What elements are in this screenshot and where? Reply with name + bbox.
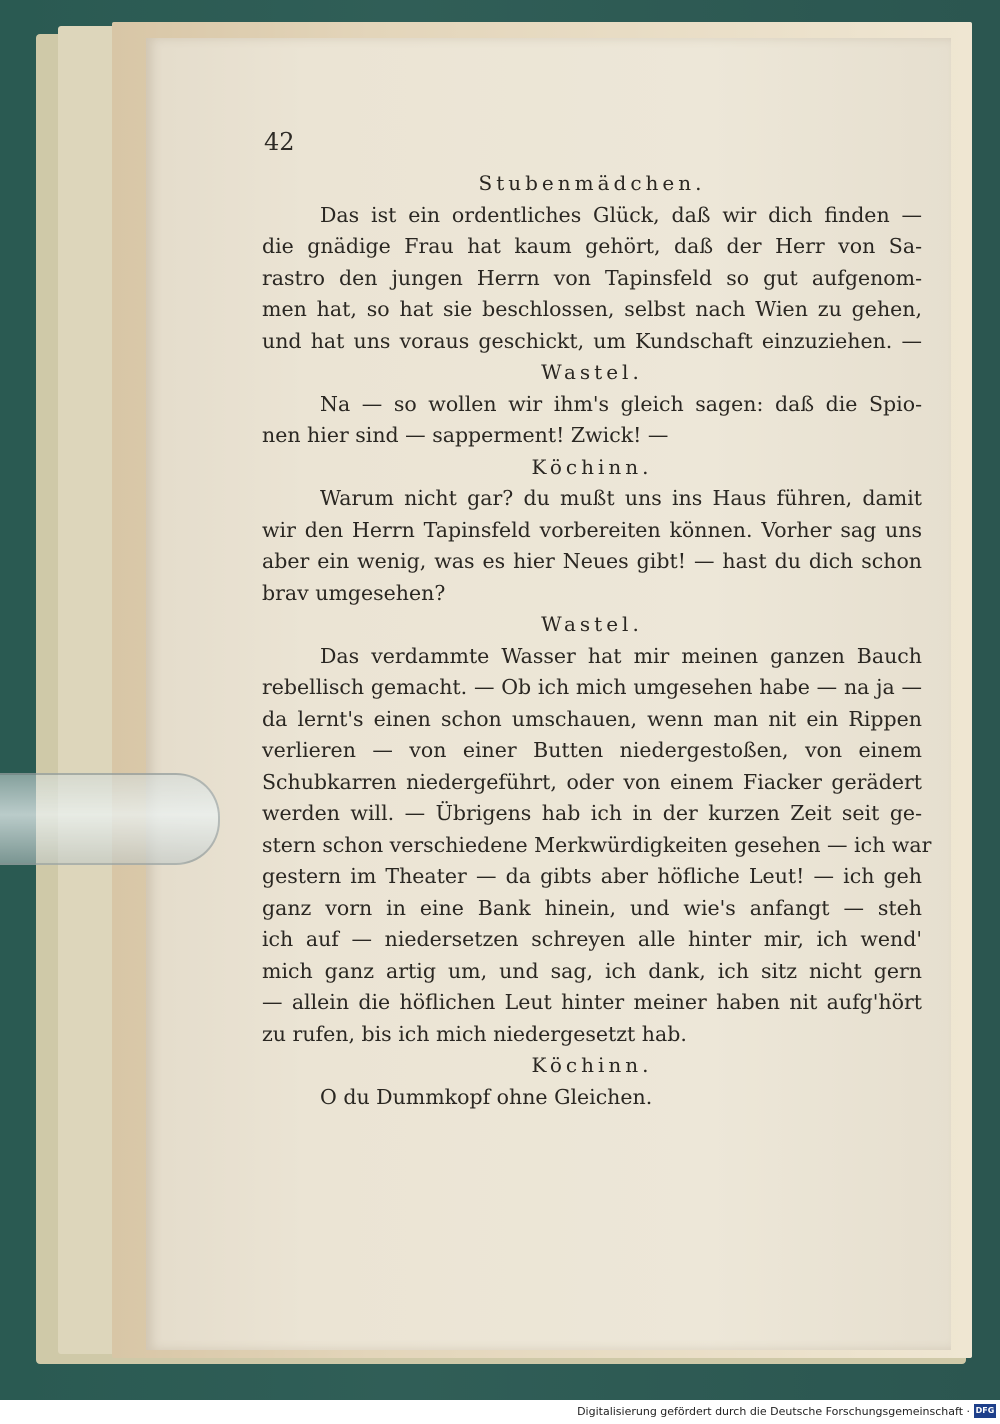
speaker-heading: Köchinn. — [531, 1053, 653, 1077]
text-line: ich auf — niedersetzen schreyen alle hinter mir, ich wend' — [262, 927, 922, 951]
text-line: Na — so wollen wir ihm's gleich sagen: daß die Spio- — [320, 391, 922, 416]
footer-bar — [0, 1400, 1000, 1424]
text-line: stern schon verschiedene Merkwürdigkeiten gesehen — ich war — [262, 832, 932, 857]
funding-notice: Digitalisierung gefördert durch die Deutsche Forschungsgemeinschaft · — [577, 1405, 970, 1418]
paragraph — [262, 483, 922, 609]
text-line: die gnädige Frau hat kaum gehört, daß der Herr von Sa- — [262, 234, 922, 258]
page-holder-clip — [0, 773, 220, 865]
text-line: verlieren — von einer Butten niedergestoßen, von einem — [262, 738, 922, 762]
paragraph — [262, 389, 922, 452]
text-line: werden will. — Übrigens hab ich in der kurzen Zeit seit ge- — [262, 801, 922, 825]
text-line: Warum nicht gar? du mußt uns ins Haus führen, damit — [320, 486, 922, 510]
text-line: ganz vorn in eine Bank hinein, und wie's anfangt — steh — [262, 895, 922, 920]
text-line: Das verdammte Wasser hat mir meinen ganzen Bauch — [320, 643, 922, 668]
text-line: zu rufen, bis ich mich niedergesetzt hab. — [262, 1021, 687, 1046]
paragraph — [262, 641, 932, 1051]
text-line: — allein die höflichen Leut hinter meiner haben nit aufg'hört — [262, 990, 922, 1014]
text-line: nen hier sind — sapperment! Zwick! — — [262, 423, 669, 447]
text-line: gestern im Theater — da gibts aber höfliche Leut! — ich geh — [262, 864, 922, 888]
text-line: men hat, so hat sie beschlossen, selbst nach Wien zu gehen, — [262, 297, 922, 321]
speaker-heading: Köchinn. — [531, 454, 653, 479]
page-number: 42 — [264, 128, 295, 156]
text-line: rebellisch gemacht. — Ob ich mich umgesehen habe — na ja — — [262, 675, 922, 699]
text-line: rastro den jungen Herrn von Tapinsfeld so gut aufgenom- — [262, 265, 922, 290]
text-line: O du Dummkopf ohne Gleichen. — [320, 1084, 653, 1109]
text-line: da lernt's einen schon umschauen, wenn man nit ein Rippen — [262, 706, 922, 731]
text-line: Das ist ein ordentliches Glück, daß wir dich finden — — [320, 202, 922, 227]
text-line: brav umgesehen? — [262, 580, 446, 605]
text-line: mich ganz artig um, und sag, ich dank, ich sitz nicht gern — [262, 958, 922, 983]
speaker-heading: Stubenmädchen. — [478, 171, 706, 195]
text-line: wir den Herrn Tapinsfeld vorbereiten können. Vorher sag uns — [262, 517, 922, 542]
text-line: Schubkarren niedergeführt, oder von einem Fiacker gerädert — [262, 769, 922, 794]
page-text — [262, 168, 932, 1113]
text-line: und hat uns voraus geschickt, um Kundschaft einzuziehen. — — [262, 328, 922, 353]
dfg-logo: DFG — [974, 1404, 996, 1418]
paragraph — [262, 200, 922, 358]
speaker-heading: Wastel. — [541, 612, 643, 636]
paragraph — [262, 1082, 922, 1114]
text-line: aber ein wenig, was es hier Neues gibt! — hast du dich schon — [262, 549, 922, 573]
speaker-heading: Wastel. — [541, 360, 643, 384]
